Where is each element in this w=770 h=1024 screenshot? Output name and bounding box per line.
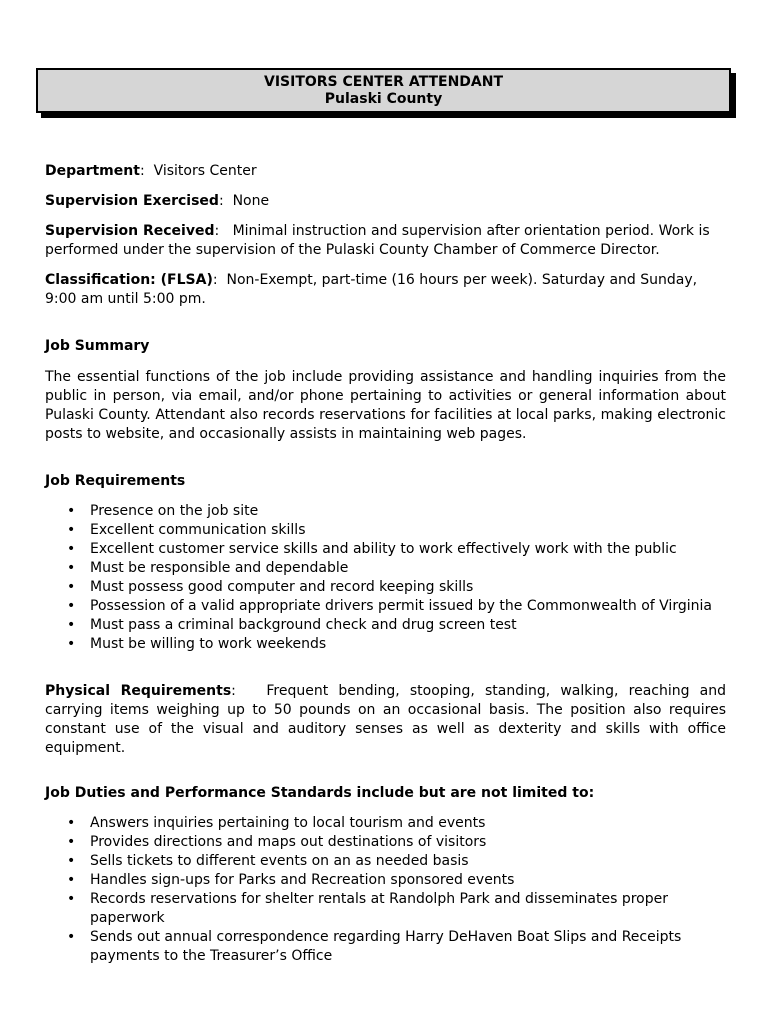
list-item: • Possession of a valid appropriate drivers permit issued by the Commonwealth of Virginia bbox=[45, 597, 726, 616]
supervision-exercised-value: None bbox=[232, 193, 270, 209]
list-item: • Excellent communication skills bbox=[45, 521, 726, 540]
department-label: Department bbox=[45, 163, 140, 179]
list-item: • Provides directions and maps out destinations of visitors bbox=[45, 833, 726, 852]
physical-requirements-field bbox=[45, 682, 726, 758]
list-item: • Excellent customer service skills and ability to work effectively work with the public bbox=[45, 540, 726, 559]
list-item: • Must pass a criminal background check and drug screen test bbox=[45, 616, 726, 635]
list-item: • Presence on the job site bbox=[45, 502, 726, 521]
list-item: • Must possess good computer and record keeping skills bbox=[45, 578, 726, 597]
classification-label: Classification: (FLSA) bbox=[45, 272, 213, 288]
supervision-received-sep: : bbox=[214, 223, 233, 239]
physical-requirements-text: Frequent bending, stooping, standing, walking, reaching and carrying items weighing up to 50 pounds on an occasional basis. The position also requires constant use of the visual and auditory senses as well as dexterity and skills with office equipment. bbox=[45, 683, 726, 756]
document-title: VISITORS CENTER ATTENDANT bbox=[263, 74, 504, 90]
document-body bbox=[45, 162, 726, 966]
job-summary-heading: Job Summary bbox=[45, 338, 150, 354]
physical-requirements-sep: : bbox=[231, 683, 267, 699]
classification-value: Non-Exempt, part-time (16 hours per week). Saturday and Sunday, 9:00 am until 5:00 pm. bbox=[45, 272, 698, 307]
list-item: • Answers inquiries pertaining to local tourism and events bbox=[45, 814, 726, 833]
department-value: Visitors Center bbox=[153, 163, 257, 179]
list-item: • Must be willing to work weekends bbox=[45, 635, 726, 654]
list-item: • Sells tickets to different events on an as needed basis bbox=[45, 852, 726, 871]
physical-requirements-label: Physical Requirements bbox=[45, 683, 232, 699]
job-duties-heading: Job Duties and Performance Standards include but are not limited to: bbox=[45, 785, 595, 801]
list-item: • Sends out annual correspondence regarding Harry DeHaven Boat Slips and Receipts payments to the Treasurer’s Office bbox=[45, 928, 726, 966]
supervision-received-field bbox=[45, 222, 726, 260]
list-item: • Handles sign-ups for Parks and Recreation sponsored events bbox=[45, 871, 726, 890]
supervision-received-label: Supervision Received bbox=[45, 223, 215, 239]
job-duties-list bbox=[45, 814, 726, 966]
document-subtitle: Pulaski County bbox=[324, 91, 443, 107]
job-requirements-list bbox=[45, 502, 726, 654]
supervision-exercised-sep: : bbox=[218, 193, 233, 209]
supervision-exercised-field bbox=[45, 192, 726, 211]
job-requirements-heading: Job Requirements bbox=[45, 473, 186, 489]
list-item: • Records reservations for shelter rentals at Randolph Park and disseminates proper paperwork bbox=[45, 890, 726, 928]
classification-field bbox=[45, 271, 726, 309]
department-field bbox=[45, 162, 726, 181]
department-sep: : bbox=[139, 163, 154, 179]
supervision-received-value: Minimal instruction and supervision after orientation period. Work is performed under the supervision of the Pulaski County Chamber of Commerce Director. bbox=[45, 223, 710, 258]
supervision-exercised-label: Supervision Exercised bbox=[45, 193, 219, 209]
job-summary-text: The essential functions of the job include providing assistance and handling inquiries from the public in person, via email, and/or phone pertaining to activities or general information about Pulaski County. Attendant also records reservations for facilities at local parks, making electronic posts to website, and occasionally assists in maintaining web pages. bbox=[45, 369, 726, 442]
classification-sep: : bbox=[212, 272, 227, 288]
title-box bbox=[36, 68, 731, 113]
list-item: • Must be responsible and dependable bbox=[45, 559, 726, 578]
